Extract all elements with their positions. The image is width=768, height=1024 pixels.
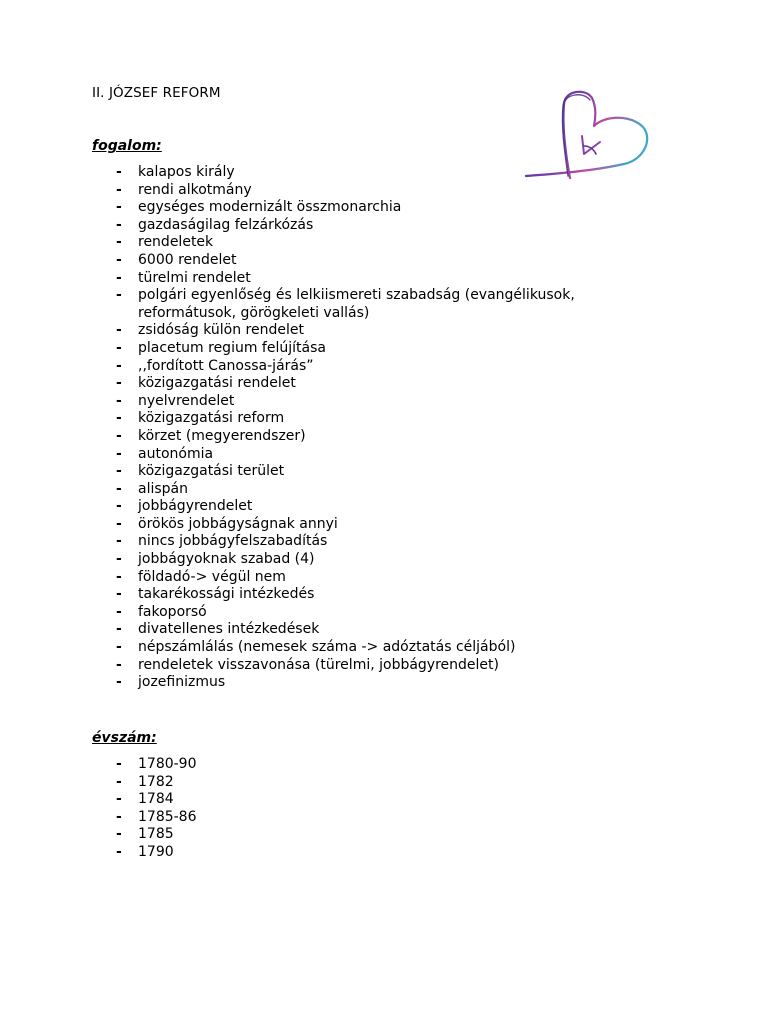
- date-item-text: 1785-86: [138, 808, 197, 825]
- concept-item: [0, 287, 598, 322]
- bullet-dash: -: [116, 269, 122, 286]
- bullet-dash: -: [116, 498, 122, 515]
- concept-item-text: földadó-> végül nem: [138, 568, 286, 585]
- concept-item: [0, 410, 598, 428]
- concept-item: [0, 375, 598, 393]
- concept-item-text: jobbágyrendelet: [138, 498, 253, 515]
- date-item: [0, 809, 598, 827]
- date-item-text: 1784: [138, 791, 174, 808]
- bullet-dash: -: [116, 463, 122, 480]
- date-item-text: 1780-90: [138, 756, 197, 772]
- concept-item: [0, 217, 598, 235]
- concept-item-text: jobbágyoknak szabad (4): [138, 551, 315, 568]
- bullet-dash: -: [116, 826, 122, 843]
- bullet-dash: -: [116, 234, 122, 251]
- concept-item-text: rendeletek visszavonása (türelmi, jobbágyrendelet): [138, 656, 499, 673]
- bullet-dash: -: [116, 216, 122, 233]
- concept-item-text: rendeletek: [138, 234, 214, 251]
- concept-item-text: közigazgatási terület: [138, 463, 285, 480]
- concept-item: [0, 604, 598, 622]
- concept-item: [0, 234, 598, 252]
- concept-item: [0, 340, 598, 358]
- date-item: [0, 826, 598, 844]
- bullet-dash: -: [116, 639, 122, 656]
- concept-item-text: egységes modernizált összmonarchia: [138, 199, 402, 216]
- concept-item-text: gazdaságilag felzárkózás: [138, 216, 314, 233]
- concept-item-text: jozefinizmus: [138, 674, 226, 691]
- concept-item-text: takarékossági intézkedés: [138, 586, 315, 603]
- bullet-dash: -: [116, 586, 122, 603]
- concept-item: [0, 533, 598, 551]
- concept-item: [0, 322, 598, 340]
- date-item: [0, 844, 598, 862]
- bullet-dash: -: [116, 551, 122, 568]
- concept-item: [0, 182, 598, 200]
- bullet-dash: -: [116, 656, 122, 673]
- bullet-dash: -: [116, 199, 122, 216]
- bullet-dash: -: [116, 533, 122, 550]
- date-item-text: 1790: [138, 843, 174, 860]
- concept-item-text: 6000 rendelet: [138, 251, 237, 268]
- bullet-dash: -: [116, 756, 122, 772]
- concept-item: [0, 586, 598, 604]
- concepts-heading: fogalom:: [92, 138, 162, 154]
- concept-item: [0, 639, 598, 657]
- concept-item-text: divatellenes intézkedések: [138, 621, 320, 638]
- concept-item-text: körzet (megyerendszer): [138, 427, 306, 444]
- bullet-dash: -: [116, 357, 122, 374]
- dates-heading: évszám:: [92, 730, 157, 746]
- concept-item: [0, 463, 598, 481]
- date-item: [0, 756, 598, 774]
- bullet-dash: -: [116, 322, 122, 339]
- page-title: II. JÓZSEF REFORM: [92, 85, 221, 101]
- concept-item: [0, 498, 598, 516]
- concept-item-text: autonómia: [138, 445, 214, 462]
- bullet-dash: -: [116, 427, 122, 444]
- bullet-dash: -: [116, 515, 122, 532]
- bullet-dash: -: [116, 480, 122, 497]
- concept-item-text: nincs jobbágyfelszabadítás: [138, 533, 328, 550]
- bullet-dash: -: [116, 773, 122, 790]
- concept-item: [0, 516, 598, 534]
- bullet-dash: -: [116, 568, 122, 585]
- date-item-text: 1782: [138, 773, 174, 790]
- concept-item-text: kalapos király: [138, 164, 235, 180]
- concept-item: [0, 657, 598, 675]
- concept-item: [0, 270, 598, 288]
- concept-item: [0, 674, 598, 692]
- bullet-dash: -: [116, 603, 122, 620]
- concept-item: [0, 199, 598, 217]
- concept-item-text: ,,fordított Canossa-járás”: [138, 357, 314, 374]
- concept-item: [0, 428, 598, 446]
- concept-item-text: közigazgatási rendelet: [138, 375, 296, 392]
- concept-item-text: rendi alkotmány: [138, 181, 252, 198]
- bullet-dash: -: [116, 621, 122, 638]
- date-item: [0, 791, 598, 809]
- bullet-dash: -: [116, 375, 122, 392]
- concept-item: [0, 551, 598, 569]
- bullet-dash: -: [116, 392, 122, 409]
- bullet-dash: -: [116, 410, 122, 427]
- bullet-dash: -: [116, 791, 122, 808]
- bullet-dash: -: [116, 843, 122, 860]
- date-item: [0, 774, 598, 792]
- concept-item: [0, 252, 598, 270]
- concept-item: [0, 446, 598, 464]
- concept-item: [0, 164, 598, 182]
- concept-item-text: örökös jobbágyságnak annyi: [138, 515, 338, 532]
- date-list: [0, 756, 598, 862]
- concept-item-text: zsidóság külön rendelet: [138, 322, 304, 339]
- concept-item: [0, 393, 598, 411]
- concept-item-text: közigazgatási reform: [138, 410, 285, 427]
- concept-item: [0, 621, 598, 639]
- concept-item-text: türelmi rendelet: [138, 269, 251, 286]
- concept-item: [0, 569, 598, 587]
- concept-item-text: népszámlálás (nemesek száma -> adóztatás céljából): [138, 639, 516, 656]
- bullet-dash: -: [116, 181, 122, 198]
- bullet-dash: -: [116, 164, 122, 180]
- concept-item: [0, 358, 598, 376]
- concept-item-text: polgári egyenlőség és lelkiismereti szabadság (evangélikusok, reformátusok, görögkeleti vallás): [138, 287, 575, 321]
- concept-item: [0, 481, 598, 499]
- bullet-dash: -: [116, 674, 122, 691]
- bullet-dash: -: [116, 287, 122, 304]
- concept-item-text: alispán: [138, 480, 188, 497]
- bullet-dash: -: [116, 808, 122, 825]
- bullet-dash: -: [116, 251, 122, 268]
- date-item-text: 1785: [138, 826, 174, 843]
- concept-item-text: nyelvrendelet: [138, 392, 235, 409]
- bullet-dash: -: [116, 445, 122, 462]
- concept-list: [0, 164, 598, 692]
- bullet-dash: -: [116, 339, 122, 356]
- concept-item-text: placetum regium felújítása: [138, 339, 326, 356]
- concept-item-text: fakoporsó: [138, 603, 207, 620]
